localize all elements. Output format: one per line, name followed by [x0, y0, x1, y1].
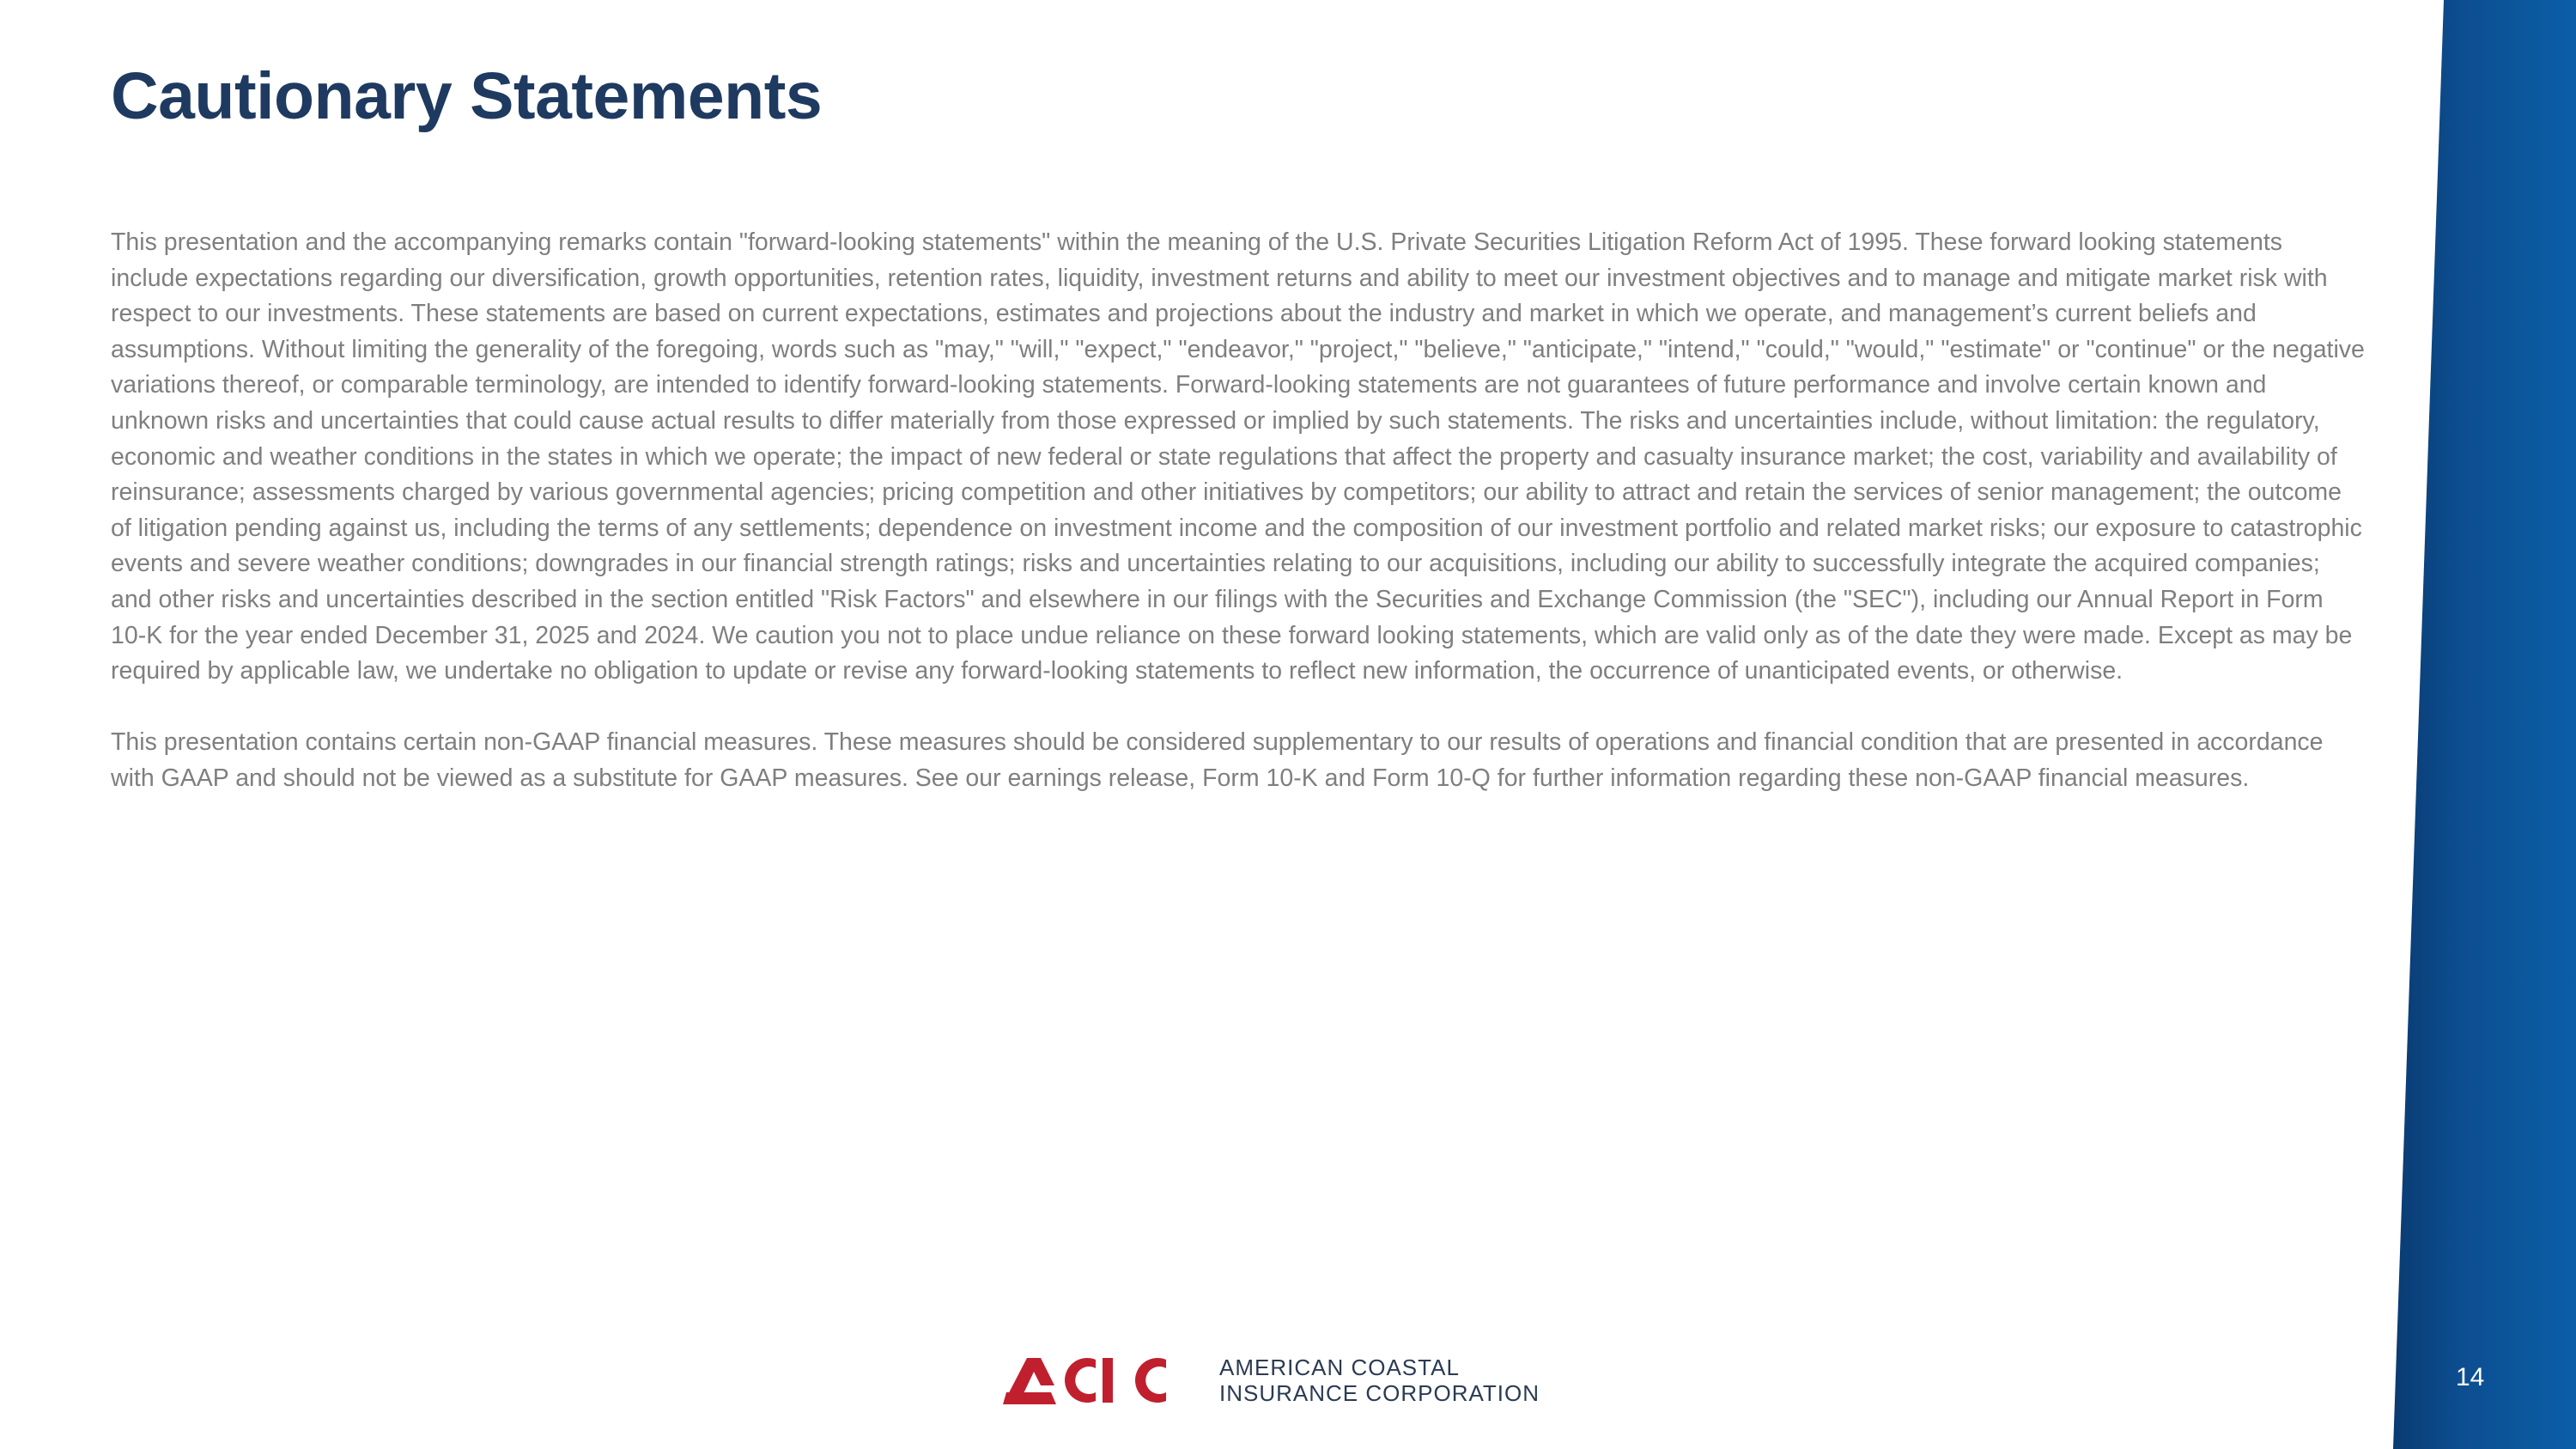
- company-logo: [1003, 1350, 1540, 1410]
- side-accent-band: [2353, 0, 2576, 1449]
- cautionary-body: [111, 225, 2365, 832]
- slide-title: Cautionary Statements: [111, 59, 823, 133]
- logo-line-2: INSURANCE CORPORATION: [1219, 1380, 1540, 1406]
- logo-line-1: AMERICAN COASTAL: [1219, 1355, 1460, 1380]
- acic-logo-mark: [1003, 1355, 1185, 1406]
- forward-looking-paragraph: This presentation and the accompanying remarks contain "forward-looking statements" within the meaning of the U.S. Private Securities Litigation Reform Act of 1995. These forward looking statements include expectations regarding our diversification, growth opportunities, retention rates, liquidity, investment returns and ability to meet our investment objectives and to manage and mitigate market risk with respect to our investments. These statements are based on current expectations, estimates and projections about the industry and market in which we operate, and management’s current beliefs and assumptions. Without limiting the generality of the foregoing, words such as "may," "will," "expect," "endeavor," "project," "believe," "anticipate," "intend," "could," "would," "estimate" or "continue" or the negative variations thereof, or comparable terminology, are intended to identify forward-looking statements. Forward-looking statements are not guarantees of future performance and involve certain known and unknown risks and uncertainties that could cause actual results to differ materially from those expressed or implied by such statements. The risks and uncertainties include, without limitation: the regulatory, economic and weather conditions in the states in which we operate; the impact of new federal or state regulations that affect the property and casualty insurance market; the cost, variability and availability of reinsurance; assessments charged by various governmental agencies; pricing competition and other initiatives by competitors; our ability to attract and retain the services of senior management; the outcome of litigation pending against us, including the terms of any settlements; dependence on investment income and the composition of our investment portfolio and related market risks; our exposure to catastrophic events and severe weather conditions; downgrades in our financial strength ratings; risks and uncertainties relating to our acquisitions, including our ability to successfully integrate the acquired companies; and other risks and uncertainties described in the section entitled "Risk Factors" and elsewhere in our filings with the Securities and Exchange Commission (the "SEC"), including our Annual Report in Form 10-K for the year ended December 31, 2025 and 2024. We caution you not to place undue reliance on these forward looking statements, which are valid only as of the date they were made. Except as may be required by applicable law, we undertake no obligation to update or revise any forward-looking statements to reflect new information, the occurrence of unanticipated events, or otherwise.: [111, 228, 2365, 685]
- page-number: 14: [2456, 1363, 2485, 1391]
- non-gaap-paragraph: This presentation contains certain non-GAAP financial measures. These measures should be considered supplementary to our results of operations and financial condition that are presented in accordance with GAAP and should not be viewed as a substitute for GAAP measures. See our earnings release, Form 10-K and Form 10-Q for further information regarding these non-GAAP financial measures.: [111, 728, 2324, 792]
- logo-wordmark: [1219, 1355, 1540, 1406]
